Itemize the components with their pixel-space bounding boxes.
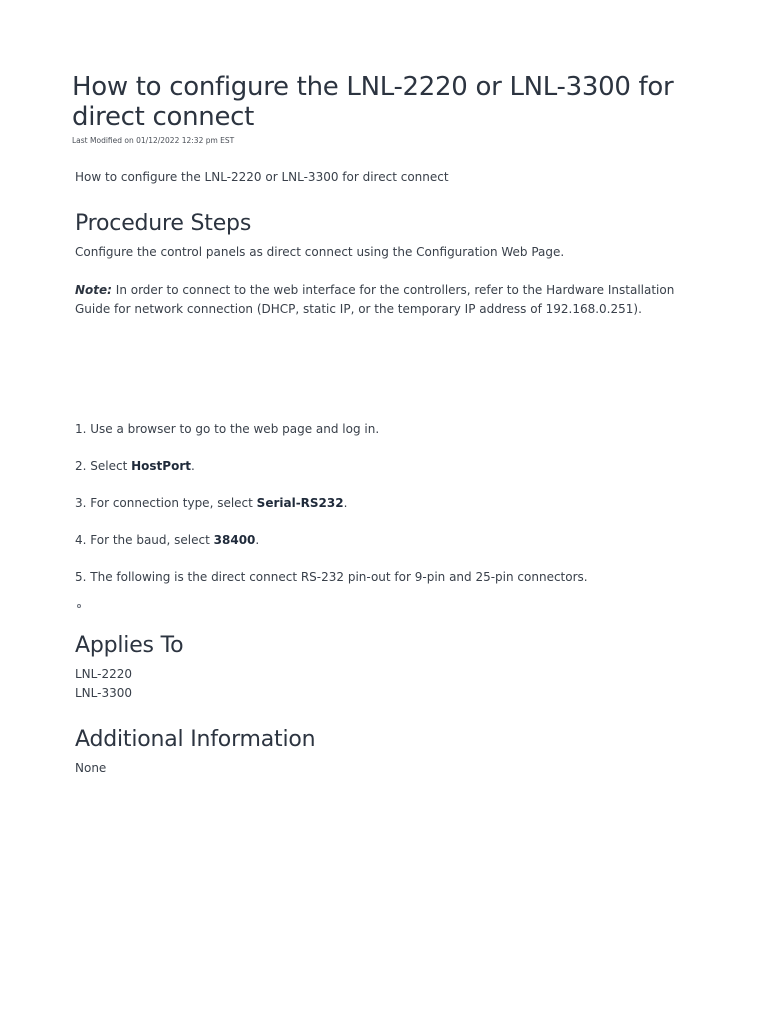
applies-to-item: LNL-2220 (75, 667, 133, 681)
empty-list-bullet-icon (77, 604, 81, 608)
note-label: Note: (75, 283, 112, 297)
last-modified-date: Last Modified on 01/12/2022 12:32 pm EST (72, 136, 235, 145)
step-1: 1. Use a browser to go to the web page and log in. (75, 422, 380, 436)
procedure-steps-heading: Procedure Steps (75, 211, 252, 236)
step-3 (75, 494, 347, 513)
step-4-value: 38400 (213, 533, 256, 547)
article-summary: How to configure the LNL-2220 or LNL-3300 for direct connect (75, 170, 449, 184)
applies-to-heading: Applies To (75, 633, 184, 658)
note-text: In order to connect to the web interface for the controllers, refer to the Hardware Installation Guide for network connection (DHCP, static IP, or the temporary IP address of 192.168.0.251). (75, 283, 675, 316)
step-3-suffix: . (343, 496, 348, 510)
applies-to-list (75, 665, 132, 703)
step-2-prefix: 2. Select (75, 459, 132, 473)
step-2-value: HostPort (131, 459, 191, 473)
step-3-prefix: 3. For connection type, select (75, 496, 257, 510)
step-5: 5. The following is the direct connect RS-232 pin-out for 9-pin and 25-pin connectors. (75, 570, 588, 584)
step-4-prefix: 4. For the baud, select (75, 533, 214, 547)
applies-to-item: LNL-3300 (75, 686, 133, 700)
step-4 (75, 531, 259, 550)
step-2 (75, 457, 195, 476)
additional-information-heading: Additional Information (75, 727, 316, 752)
note-paragraph (75, 281, 695, 319)
page-title: How to configure the LNL-2220 or LNL-3300 for direct connect (72, 72, 674, 132)
additional-information-text: None (75, 761, 107, 775)
step-2-suffix: . (190, 459, 195, 473)
step-3-value: Serial-RS232 (256, 496, 344, 510)
step-4-suffix: . (255, 533, 260, 547)
procedure-intro: Configure the control panels as direct connect using the Configuration Web Page. (75, 245, 565, 259)
